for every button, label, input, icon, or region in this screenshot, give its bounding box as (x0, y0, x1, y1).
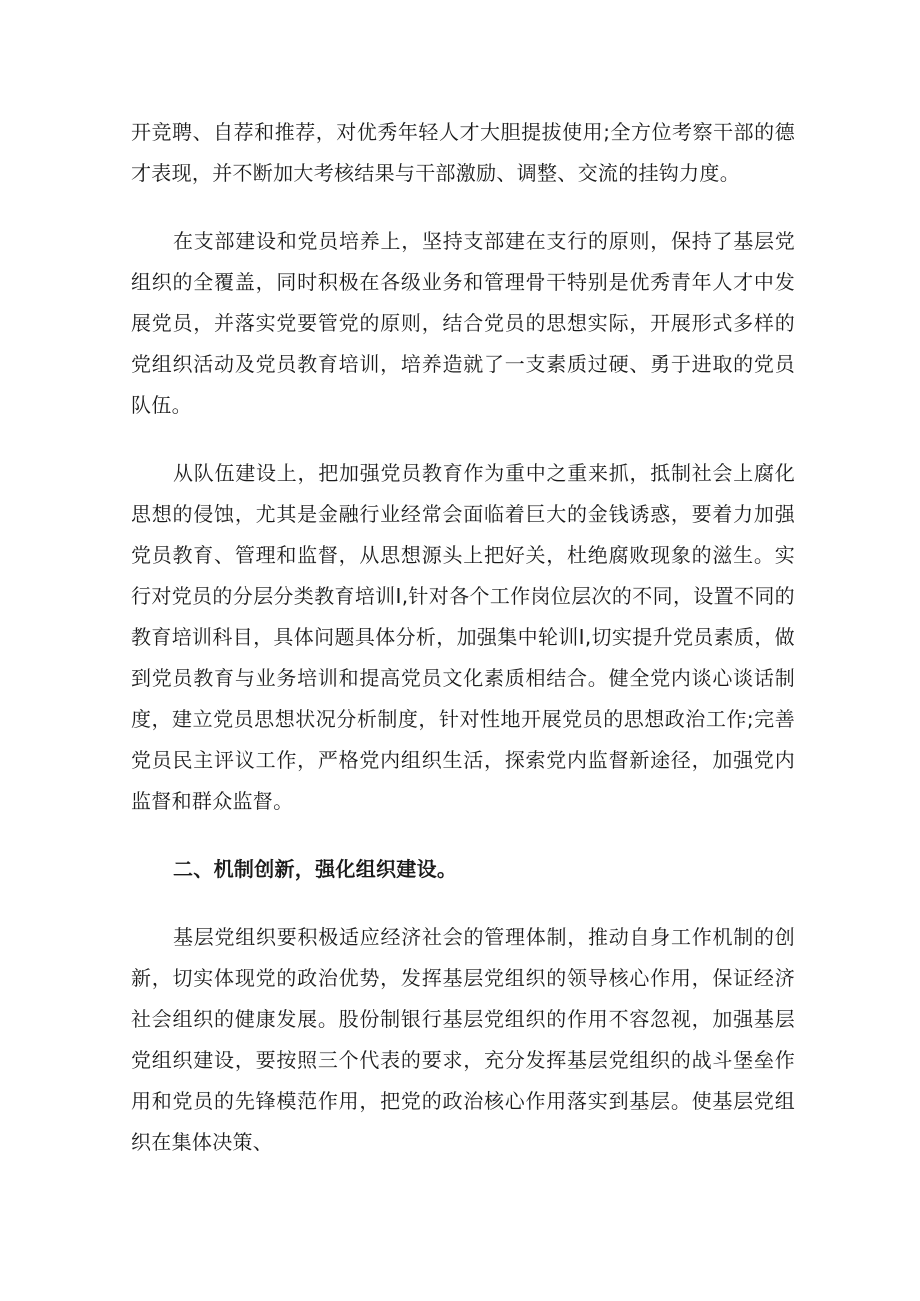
paragraph-team-building: 从队伍建设上，把加强党员教育作为重中之重来抓，抵制社会上腐化思想的侵蚀，尤其是金融行业经常会面临着巨大的金钱诱惑，要着力加强党员教育、管理和监督，从思想源头上把好关，杜绝腐败现象的滋生。实行对党员的分层分类教育培训I,针对各个工作岗位层次的不同，设置不同的教育培训科目，具体问题具体分析，加强集中轮训I,切实提升党员素质，做到党员教育与业务培训和提高党员文化素质相结合。健全党内谈心谈话制度，建立党员思想状况分析制度，针对性地开展党员的思想政治工作;完善党员民主评议工作，严格党内组织生活，探索党内监督新途径，加强党内监督和群众监督。 (131, 461, 795, 813)
paragraph-continuation: 开竞聘、自荐和推荐，对优秀年轻人才大胆提拔使用;全方位考察干部的德才表现，并不断加大考核结果与干部激励、调整、交流的挂钩力度。 (131, 120, 795, 185)
paragraph-branch-building: 在支部建设和党员培养上，坚持支部建在支行的原则，保持了基层党组织的全覆盖，同时积极在各级业务和管理骨干特别是优秀青年人才中发展党员，并落实党要管党的原则，结合党员的思想实际，开展形式多样的党组织活动及党员教育培训，培养造就了一支素质过硬、勇于进取的党员队伍。 (131, 229, 795, 417)
paragraph-mechanism-innovation: 基层党组织要积极适应经济社会的管理体制，推动自身工作机制的创新，切实体现党的政治优势，发挥基层党组织的领导核心作用，保证经济社会组织的健康发展。股份制银行基层党组织的作用不容忽视，加强基层党组织建设，要按照三个代表的要求，充分发挥基层党组织的战斗堡垒作用和党员的先锋模范作用，把党的政治核心作用落实到基层。使基层党组织在集体决策、 (131, 925, 795, 1154)
document-body (131, 112, 795, 1190)
section-heading: 二、机制创新，强化组织建设。 (173, 857, 458, 881)
